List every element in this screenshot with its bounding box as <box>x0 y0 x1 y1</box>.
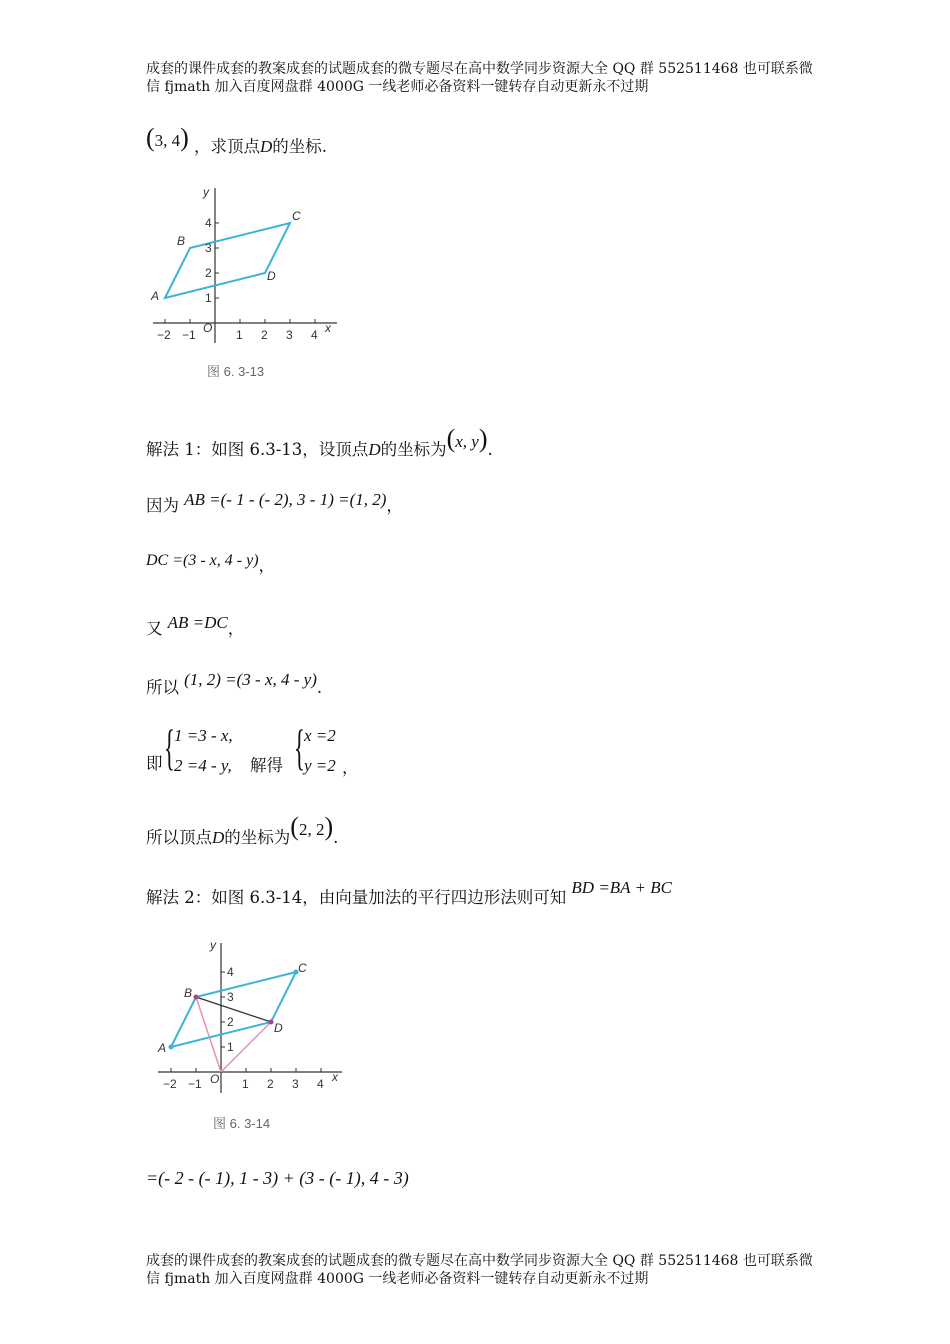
figure-6-3-14 <box>150 935 355 1140</box>
system-eq-2: 2 =4 - y, <box>174 756 232 775</box>
left-brace: { <box>164 719 175 775</box>
y-axis-label: y <box>210 938 216 952</box>
point-a-label: A <box>158 1041 167 1055</box>
y-axis-label: y <box>203 185 209 199</box>
x-tick-label: −2 <box>157 328 171 342</box>
y-tick-label: 3 <box>227 990 234 1004</box>
equation-dc: DC =(3 - x, 4 - y)， <box>146 552 276 575</box>
answer-line: 所以顶点D的坐标为(2, 2). <box>146 812 339 847</box>
solution-x: x =2 <box>304 726 336 745</box>
x-tick-label: 1 <box>236 328 243 342</box>
y-tick-label: 1 <box>205 291 212 305</box>
point-b-label: B <box>184 986 193 1000</box>
equation-ab: 因为 AB =(- 1 - (- 2), 3 - 1) =(1, 2)， <box>146 490 403 515</box>
header-line-2: 信 fjmath 加入百度网盘群 4000G 一线老师必备资料一键转存自动更新永不过期 <box>146 79 649 95</box>
figure-caption: 图 6. 3-14 <box>213 1116 271 1131</box>
point-c-label: C <box>292 209 301 223</box>
x-tick-label: 3 <box>292 1077 299 1091</box>
y-tick-label: 2 <box>227 1015 234 1029</box>
equation-so: 所以 (1, 2) =(3 - x, 4 - y). <box>146 670 323 697</box>
system-prefix: 即 <box>146 754 163 773</box>
solution-2-eq: BD =BA + BC <box>571 878 672 897</box>
x-tick-label: 2 <box>261 328 268 342</box>
point-c-label: C <box>298 961 307 975</box>
solution-y: y =2 <box>304 756 336 775</box>
system-solve-label: 解得 <box>250 756 283 775</box>
system-end: ， <box>342 758 359 777</box>
figure-6-3-13 <box>145 180 350 385</box>
point-a-label: A <box>151 289 160 303</box>
point-b-label: B <box>177 234 186 248</box>
x-tick-label: 4 <box>311 328 318 342</box>
equation-again-text: AB =DC <box>167 613 228 632</box>
y-tick-label: 4 <box>205 216 212 230</box>
y-tick-label: 1 <box>227 1040 234 1054</box>
origin-label: O <box>203 321 213 335</box>
point-d-label: D <box>274 1021 283 1035</box>
solution-2-intro: 解法 2：如图 6.3-14，由向量加法的平行四边形法则可知 BD =BA + BC <box>146 878 672 907</box>
final-equation: =(- 2 - (- 1), 1 - 3) + (3 - (- 1), 4 - 3) <box>146 1168 409 1188</box>
equation-so-text: (1, 2) =(3 - x, 4 - y) <box>184 670 317 689</box>
y-tick-label: 2 <box>205 266 212 280</box>
header-line-1: 成套的课件成套的教案成套的试题成套的微专题尽在高中数学同步资源大全 QQ 群 552511468 也可联系微 <box>146 61 813 77</box>
solution-1-xy: x, y <box>455 432 479 451</box>
figure-caption: 图 6. 3-13 <box>207 364 265 379</box>
x-tick-label: 2 <box>267 1077 274 1091</box>
y-tick-label: 4 <box>227 965 234 979</box>
x-tick-label: 1 <box>242 1077 249 1091</box>
equation-dc-text: DC =(3 - x, 4 - y) <box>146 552 259 569</box>
y-tick-label: 3 <box>205 241 212 255</box>
footer-line-1: 成套的课件成套的教案成套的试题成套的微专题尽在高中数学同步资源大全 QQ 群 552511468 也可联系微 <box>146 1253 813 1269</box>
footer-line-2: 信 fjmath 加入百度网盘群 4000G 一线老师必备资料一键转存自动更新永不过期 <box>146 1271 649 1287</box>
x-tick-label: −1 <box>188 1077 202 1091</box>
right-brace: { <box>294 719 305 775</box>
x-axis-label: x <box>325 321 331 335</box>
intro-coord: 3, 4 <box>154 131 181 150</box>
point-d-label: D <box>267 269 276 283</box>
origin-label: O <box>210 1072 220 1086</box>
x-tick-label: 4 <box>317 1077 324 1091</box>
equation-ab-text: AB =(- 1 - (- 2), 3 - 1) =(1, 2) <box>184 490 387 509</box>
solution-1-intro: 解法 1：如图 6.3-13，设顶点D的坐标为(x, y). <box>146 424 493 459</box>
x-axis-label: x <box>332 1070 338 1084</box>
x-tick-label: −1 <box>182 328 196 342</box>
x-tick-label: 3 <box>286 328 293 342</box>
system-eq-1: 1 =3 - x, <box>174 726 233 745</box>
x-tick-label: −2 <box>163 1077 177 1091</box>
equation-again: 又 AB =DC， <box>146 613 245 638</box>
answer-coord: 2, 2 <box>298 820 325 839</box>
intro-line: (3, 4) ，求顶点D的坐标. <box>146 123 327 156</box>
